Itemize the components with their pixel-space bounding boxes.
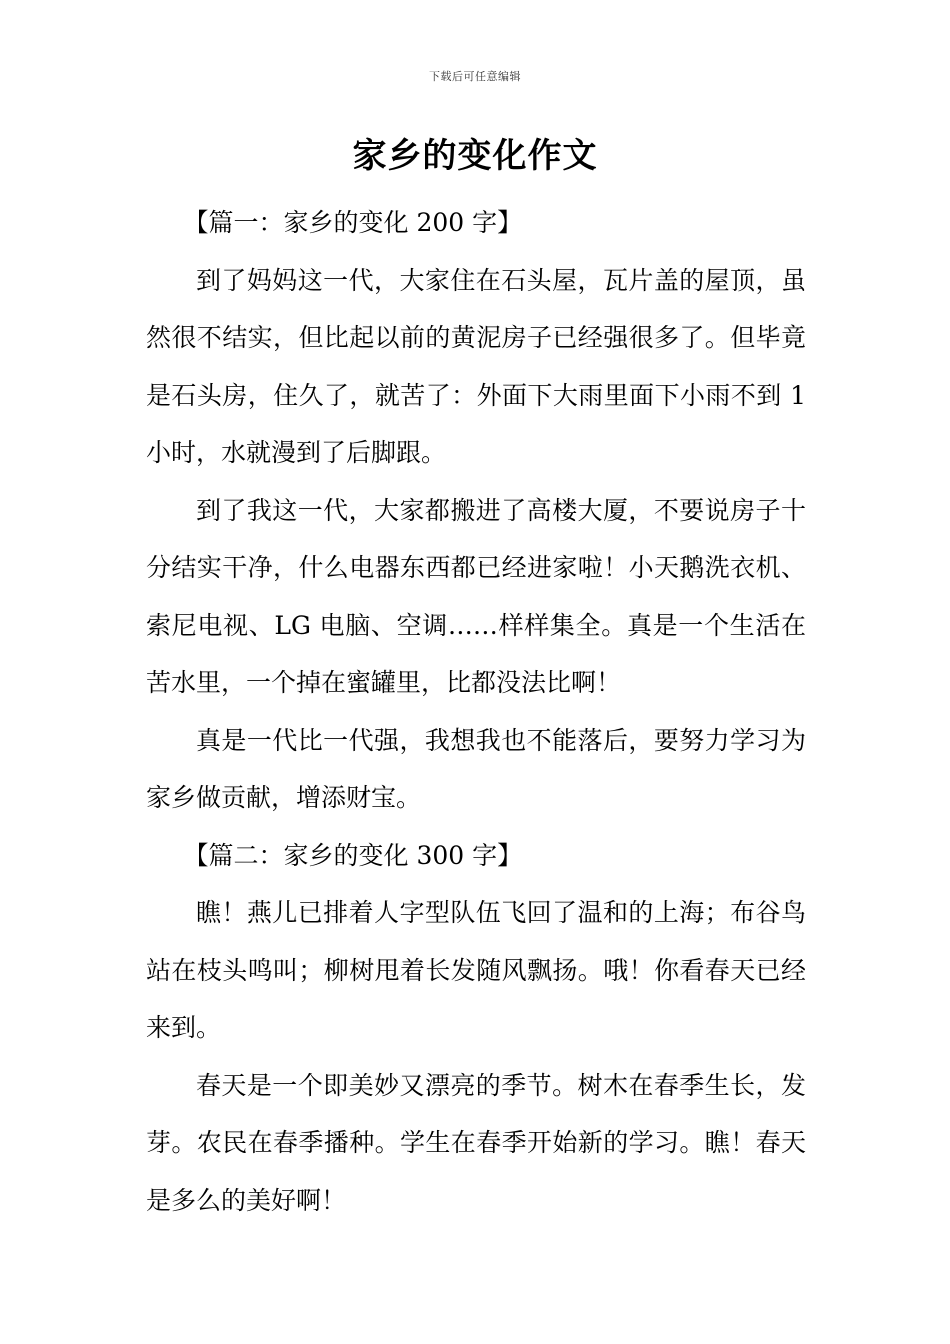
section-heading-1: 【篇一：家乡的变化 200 字】 (183, 208, 523, 237)
header-note: 下载后可任意编辑 (429, 70, 521, 83)
document-body (146, 194, 806, 1229)
document-title: 家乡的变化作文 (352, 136, 598, 176)
paragraph: 到了妈妈这一代，大家住在石头屋，瓦片盖的屋顶，虽然很不结实，但比起以前的黄泥房子已经强很多了。但毕竟是石头房，住久了，就苦了：外面下大雨里面下小雨不到 1 小时，水就漫到了后脚跟。 (146, 265, 806, 467)
paragraph: 到了我这一代，大家都搬进了高楼大厦，不要说房子十分结实干净，什么电器东西都已经进家啦！小天鹅洗衣机、索尼电视、LG 电脑、空调……样样集全。真是一个生活在苦水里，一个掉在蜜罐里，比都没法比啊！ (146, 495, 806, 697)
section-heading-2: 【篇二：家乡的变化 300 字】 (183, 840, 523, 870)
paragraph: 真是一代比一代强，我想我也不能落后，要努力学习为家乡做贡献，增添财宝。 (146, 725, 806, 812)
paragraph: 春天是一个即美妙又漂亮的季节。树木在春季生长，发芽。农民在春季播种。学生在春季开始新的学习。瞧！春天是多么的美好啊！ (146, 1070, 806, 1215)
paragraph: 瞧！燕儿已排着人字型队伍飞回了温和的上海；布谷鸟站在枝头鸣叫；柳树甩着长发随风飘扬。哦！你看春天已经来到。 (146, 898, 806, 1042)
